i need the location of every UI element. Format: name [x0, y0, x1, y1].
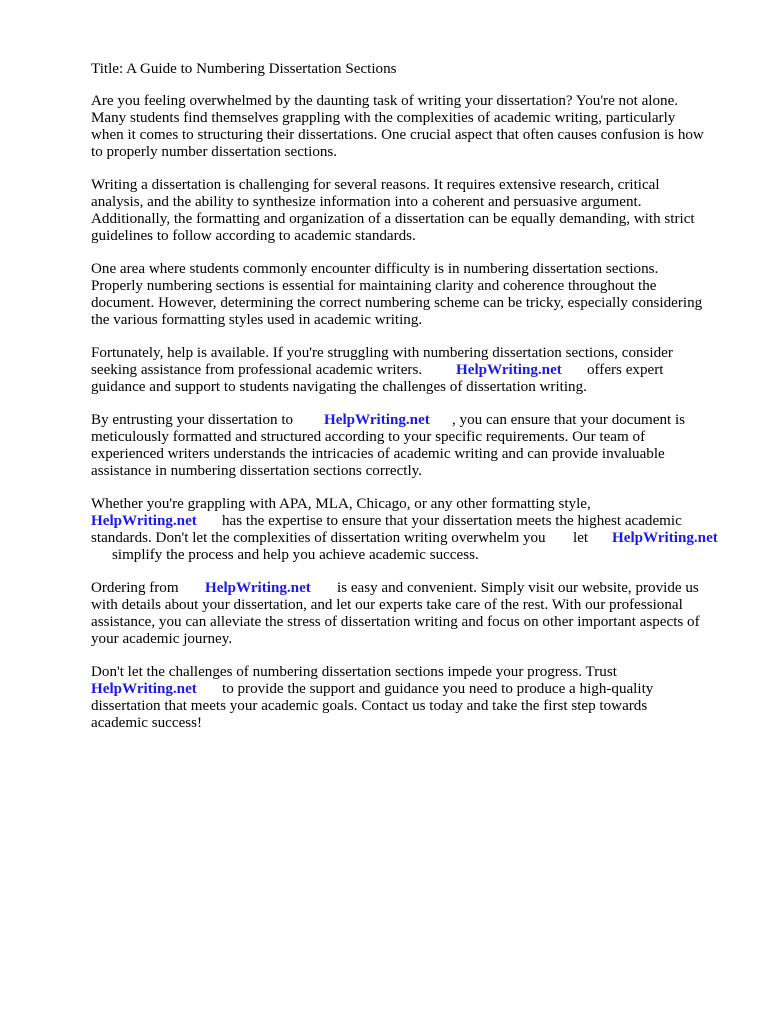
- helpwriting-link-1[interactable]: HelpWriting.net: [456, 362, 562, 378]
- paragraph-2-line-4: guidelines to follow according to academic standards.: [91, 228, 416, 244]
- helpwriting-link-2[interactable]: HelpWriting.net: [324, 412, 430, 428]
- paragraph-2-line-2: analysis, and the ability to synthesize information into a coherent and persuasive argument.: [91, 194, 642, 210]
- paragraph-5-line-4: assistance in numbering dissertation sections correctly.: [91, 463, 422, 479]
- paragraph-1-line-3: when it comes to structuring their dissertations. One crucial aspect that often causes confusion is how: [91, 127, 704, 143]
- paragraph-1-line-1: Are you feeling overwhelmed by the daunting task of writing your dissertation? You're not alone.: [91, 93, 679, 109]
- helpwriting-link-5[interactable]: HelpWriting.net: [205, 580, 311, 596]
- paragraph-8-line-1: Don't let the challenges of numbering dissertation sections impede your progress. Trust: [91, 664, 617, 680]
- paragraph-5-line-1: By entrusting your dissertation to: [91, 412, 294, 428]
- paragraph-6-line-2: has the expertise to ensure that your dissertation meets the highest academic: [222, 513, 682, 529]
- paragraph-7-line-2: with details about your dissertation, and let our experts take care of the rest. With our professional: [91, 597, 683, 613]
- paragraph-8-line-3: dissertation that meets your academic goals. Contact us today and take the first step towards: [91, 698, 648, 714]
- paragraph-3-line-1: One area where students commonly encounter difficulty is in numbering dissertation sections.: [91, 261, 659, 277]
- paragraph-4-line-2b: offers expert: [587, 362, 664, 378]
- paragraph-5-line-3: experienced writers understands the intricacies of academic writing and can provide invaluable: [91, 446, 665, 462]
- paragraph-5-line-1b: , you can ensure that your document is: [452, 412, 686, 428]
- paragraph-6-line-4: simplify the process and help you achieve academic success.: [112, 547, 479, 563]
- paragraph-5-line-2: meticulously formatted and structured according to your specific requirements. Our team of: [91, 429, 646, 445]
- paragraph-6-line-3b: let: [573, 530, 589, 546]
- paragraph-1-line-4: to properly number dissertation sections.: [91, 144, 338, 160]
- paragraph-4-line-3: guidance and support to students navigating the challenges of dissertation writing.: [91, 379, 587, 395]
- paragraph-2-line-1: Writing a dissertation is challenging for several reasons. It requires extensive research, critical: [91, 177, 660, 193]
- paragraph-7-line-4: your academic journey.: [91, 631, 233, 647]
- paragraph-4-line-1: Fortunately, help is available. If you're struggling with numbering dissertation sections, consider: [91, 345, 673, 361]
- helpwriting-link-3[interactable]: HelpWriting.net: [91, 513, 197, 529]
- helpwriting-link-6[interactable]: HelpWriting.net: [91, 681, 197, 697]
- paragraph-3-line-2: Properly numbering sections is essential for maintaining clarity and coherence throughout the: [91, 278, 657, 294]
- paragraph-7-line-1: Ordering from: [91, 580, 179, 596]
- paragraph-8-line-4: academic success!: [91, 715, 203, 731]
- paragraph-1-line-2: Many students find themselves grappling with the complexities of academic writing, particularly: [91, 110, 676, 126]
- helpwriting-link-4[interactable]: HelpWriting.net: [612, 530, 718, 546]
- paragraph-7-line-1b: is easy and convenient. Simply visit our website, provide us: [337, 580, 699, 596]
- paragraph-4-line-2: seeking assistance from professional academic writers.: [91, 362, 423, 378]
- paragraph-3-line-3: document. However, determining the correct numbering scheme can be tricky, especially considering: [91, 295, 703, 311]
- paragraph-7-line-3: assistance, you can alleviate the stress of dissertation writing and focus on other important aspects of: [91, 614, 700, 630]
- document-title: Title: A Guide to Numbering Dissertation Sections: [91, 61, 397, 77]
- paragraph-6-line-3: standards. Don't let the complexities of dissertation writing overwhelm you: [91, 530, 546, 546]
- paragraph-3-line-4: the various formatting styles used in academic writing.: [91, 312, 423, 328]
- paragraph-2-line-3: Additionally, the formatting and organization of a dissertation can be equally demanding, with strict: [91, 211, 695, 227]
- paragraph-8-line-2: to provide the support and guidance you need to produce a high-quality: [222, 681, 654, 697]
- paragraph-6-line-1: Whether you're grappling with APA, MLA, Chicago, or any other formatting style,: [91, 496, 591, 512]
